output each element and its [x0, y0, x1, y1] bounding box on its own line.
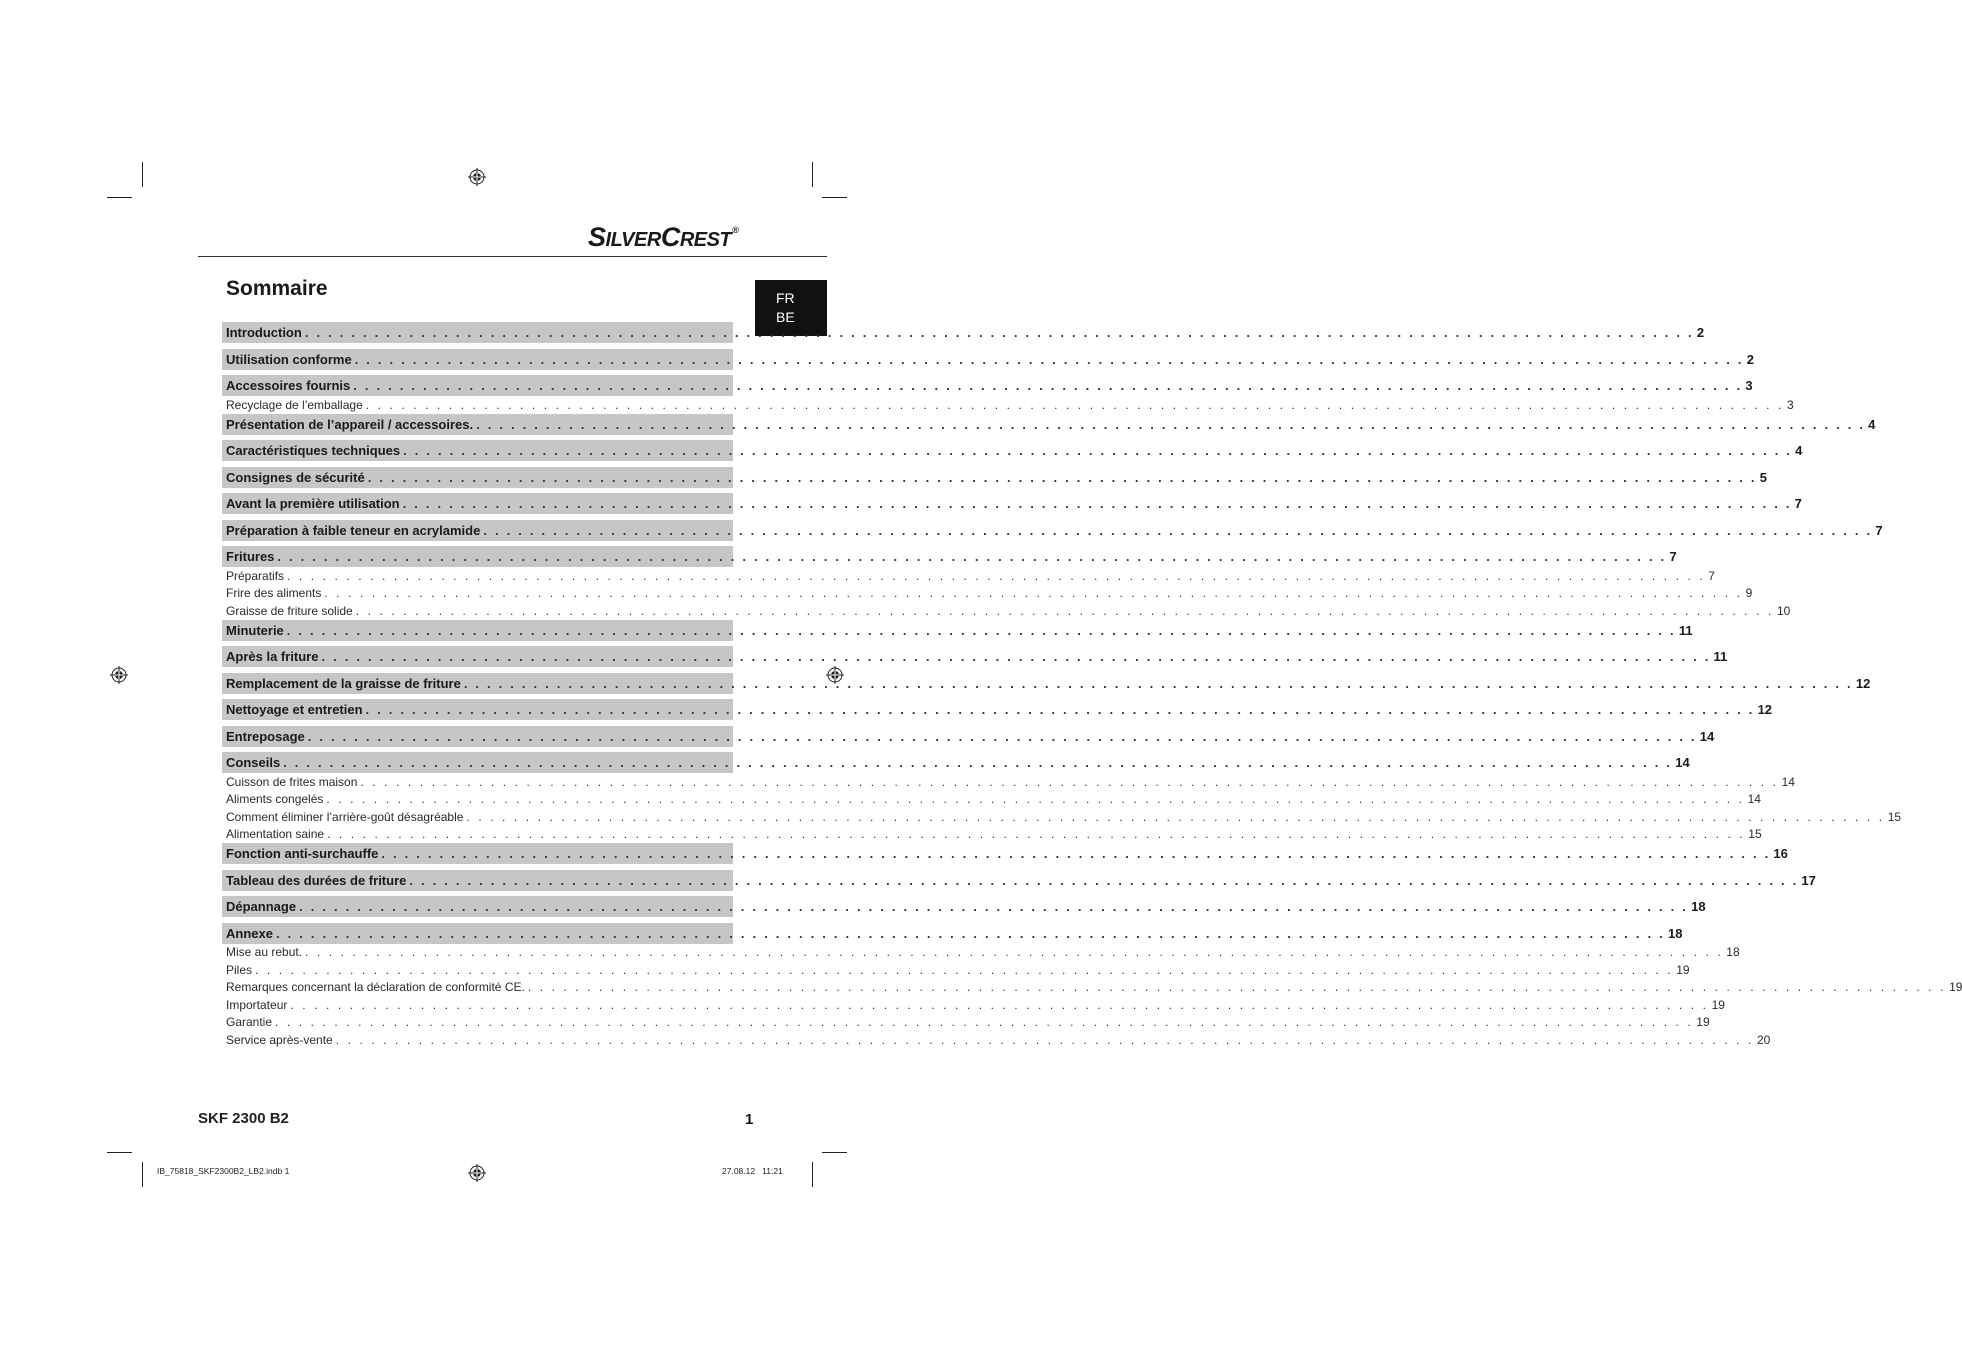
- toc-subsection-row: [222, 396, 1794, 414]
- print-slug-datetime: 27.08.12 11:21: [722, 1166, 783, 1176]
- dot-leader: . . . . . . . . . . . . . . . . . . . . . . . . . . . . . . . . . . . . . . . . . . . . . . . . . . . . . . . . . . . . . . . . . . . . . . . . . . . . . . . . . . . . . . . . . . . . . . . . . . . . . . . . . . . . . . . . . . . . . . . .: [355, 603, 1774, 618]
- toc-entry-label: Remplacement de la graisse de friture: [226, 675, 461, 691]
- dot-leader: . . . . . . . . . . . . . . . . . . . . . . . . . . . . . . . . . . . . . . . . . . . . . . . . . . . . . . . . . . . . . . . . . . . . . . . . . . . . . . . . . . . . . . . . . . . . . . . . . . . . . . . . . . . . . . . . . . . . . . . .: [304, 325, 1694, 340]
- toc-section-row: [222, 322, 1705, 343]
- toc-subsection-row: [222, 791, 1761, 809]
- toc-page-number: 7: [1875, 522, 1883, 538]
- dot-leader: . . . . . . . . . . . . . . . . . . . . . . . . . . . . . . . . . . . . . . . . . . . . . . . . . . . . . . . . . . . . . . . . . . . . . . . . . . . . . . . . . . . . . . . . . . . . . . . . . . . . . . . . . . . . . . . . . . . . . . . .: [463, 675, 1853, 691]
- toc-page-number: 7: [1794, 496, 1802, 511]
- toc-page-number: 14: [1675, 755, 1690, 770]
- dot-leader: . . . . . . . . . . . . . . . . . . . . . . . . . . . . . . . . . . . . . . . . . . . . . . . . . . . . . . . . . . . . . . . . . . . . . . . . . . . . . . . . . . . . . . . . . . . . . . . . . . . . . . . . . . . . . . . . . . . . . . . .: [326, 792, 1745, 806]
- dot-leader: . . . . . . . . . . . . . . . . . . . . . . . . . . . . . . . . . . . . . . . . . . . . . . . . . . . . . . . . . . . . . . . . . . . . . . . . . . . . . . . . . . . . . . . . . . . . . . . . . . . . . . . . . . . . . . . . . . . . . . . .: [283, 755, 1673, 770]
- toc-page-number: 17: [1801, 872, 1816, 888]
- toc-entry-label: Conseils: [226, 755, 281, 770]
- toc-page-number: 12: [1855, 675, 1871, 691]
- toc-section-row: [222, 414, 1876, 435]
- registration-mark-icon: [110, 666, 128, 684]
- toc-subsection-row: [222, 961, 1690, 979]
- crop-mark: [142, 1162, 143, 1187]
- dot-leader: . . . . . . . . . . . . . . . . . . . . . . . . . . . . . . . . . . . . . . . . . . . . . . . . . . . . . . . . . . . . . . . . . . . . . . . . . . . . . . . . . . . . . . . . . . . . . . . . . . . . . . . . . . . . . . . . . . . . . . . .: [381, 846, 1771, 861]
- dot-leader: . . . . . . . . . . . . . . . . . . . . . . . . . . . . . . . . . . . . . . . . . . . . . . . . . . . . . . . . . . . . . . . . . . . . . . . . . . . . . . . . . . . . . . . . . . . . . . . . . . . . . . . . . . . . . . . . . . . . . . . .: [255, 962, 1674, 977]
- toc-page-number: 3: [1786, 397, 1794, 412]
- toc-subsection-row: [222, 602, 1791, 620]
- toc-page-number: 12: [1757, 702, 1773, 717]
- toc-page-number: 11: [1713, 649, 1728, 664]
- crop-mark: [142, 162, 143, 187]
- dot-leader: . . . . . . . . . . . . . . . . . . . . . . . . . . . . . . . . . . . . . . . . . . . . . . . . . . . . . . . . . . . . . . . . . . . . . . . . . . . . . . . . . . . . . . . . . . . . . . . . . . . . . . . . . . . . . . . . . . . . . . . .: [402, 496, 1792, 511]
- dot-leader: . . . . . . . . . . . . . . . . . . . . . . . . . . . . . . . . . . . . . . . . . . . . . . . . . . . . . . . . . . . . . . . . . . . . . . . . . . . . . . . . . . . . . . . . . . . . . . . . . . . . . . . . . . . . . . . . . . . . . . . .: [299, 899, 1689, 914]
- dot-leader: . . . . . . . . . . . . . . . . . . . . . . . . . . . . . . . . . . . . . . . . . . . . . . . . . . . . . . . . . . . . . . . . . . . . . . . . . . . . . . . . . . . . . . . . . . . . . . . . . . . . . . . . . . . . . . . . . . . . . . . .: [287, 568, 1706, 583]
- toc-section-row: [222, 546, 1677, 567]
- toc-subsection-row: [222, 1014, 1710, 1032]
- dot-leader: . . . . . . . . . . . . . . . . . . . . . . . . . . . . . . . . . . . . . . . . . . . . . . . . . . . . . . . . . . . . . . . . . . . . . . . . . . . . . . . . . . . . . . . . . . . . . . . . . . . . . . . . . . . . . . . . . . . . . . . .: [353, 378, 1743, 393]
- toc-section-row: [222, 726, 1715, 747]
- dot-leader: . . . . . . . . . . . . . . . . . . . . . . . . . . . . . . . . . . . . . . . . . . . . . . . . . . . . . . . . . . . . . . . . . . . . . . . . . . . . . . . . . . . . . . . . . . . . . . . . . . . . . . . . . . . . . . . . . . . . . . . .: [466, 809, 1885, 824]
- toc-entry-label: Alimentation saine: [226, 827, 325, 841]
- toc-page-number: 20: [1756, 1032, 1771, 1047]
- toc-section-row: [222, 646, 1728, 667]
- toc-page-number: 14: [1747, 792, 1761, 806]
- toc-page-number: 16: [1773, 846, 1788, 861]
- dot-leader: . . . . . . . . . . . . . . . . . . . . . . . . . . . . . . . . . . . . . . . . . . . . . . . . . . . . . . . . . . . . . . . . . . . . . . . . . . . . . . . . . . . . . . . . . . . . . . . . . . . . . . . . . . . . . . . . . . . . . . . .: [321, 649, 1711, 664]
- toc-page-number: 5: [1759, 469, 1767, 485]
- toc-section-row: [222, 375, 1753, 396]
- dot-leader: . . . . . . . . . . . . . . . . . . . . . . . . . . . . . . . . . . . . . . . . . . . . . . . . . . . . . . . . . . . . . . . . . . . . . . . . . . . . . . . . . . . . . . . . . . . . . . . . . . . . . . . . . . . . . . . . . . . . . . . .: [277, 549, 1667, 564]
- crop-mark: [822, 1152, 847, 1153]
- toc-page-number: 19: [1711, 997, 1725, 1012]
- toc-subsection-row: [222, 585, 1753, 603]
- toc-page-number: 18: [1691, 899, 1706, 914]
- registration-mark-icon: [468, 168, 486, 186]
- dot-leader: . . . . . . . . . . . . . . . . . . . . . . . . . . . . . . . . . . . . . . . . . . . . . . . . . . . . . . . . . . . . . . . . . . . . . . . . . . . . . . . . . . . . . . . . . . . . . . . . . . . . . . . . . . . . . . . . . . . . . . . .: [286, 622, 1676, 638]
- dot-leader: . . . . . . . . . . . . . . . . . . . . . . . . . . . . . . . . . . . . . . . . . . . . . . . . . . . . . . . . . . . . . . . . . . . . . . . . . . . . . . . . . . . . . . . . . . . . . . . . . . . . . . . . . . . . . . . . . . . . . . . .: [335, 1032, 1754, 1047]
- dot-leader: . . . . . . . . . . . . . . . . . . . . . . . . . . . . . . . . . . . . . . . . . . . . . . . . . . . . . . . . . . . . . . . . . . . . . . . . . . . . . . . . . . . . . . . . . . . . . . . . . . . . . . . . . . . . . . . . . . . . . . . .: [290, 997, 1709, 1012]
- toc-entry-label: Comment éliminer l’arrière-goût désagréable: [226, 809, 464, 824]
- toc-page-number: 4: [1868, 416, 1876, 432]
- toc-entry-label: Entreposage: [226, 728, 305, 744]
- dot-leader: . . . . . . . . . . . . . . . . . . . . . . . . . . . . . . . . . . . . . . . . . . . . . . . . . . . . . . . . . . . . . . . . . . . . . . . . . . . . . . . . . . . . . . . . . . . . . . . . . . . . . . . . . . . . . . . . . . . . . . . .: [307, 728, 1697, 744]
- toc-entry-label: Accessoires fournis: [226, 378, 351, 393]
- toc-page-number: 14: [1781, 774, 1795, 789]
- page-number: 1: [745, 1111, 754, 1128]
- crop-mark: [822, 197, 847, 198]
- toc-entry-label: Remarques concernant la déclaration de conformité CE.: [226, 980, 525, 994]
- dot-leader: . . . . . . . . . . . . . . . . . . . . . . . . . . . . . . . . . . . . . . . . . . . . . . . . . . . . . . . . . . . . . . . . . . . . . . . . . . . . . . . . . . . . . . . . . . . . . . . . . . . . . . . . . . . . . . . . . . . . . . . .: [327, 827, 1746, 841]
- toc-entry-label: Caractéristiques techniques: [226, 443, 401, 458]
- toc-entry-label: Cuisson de frites maison: [226, 774, 358, 789]
- toc-section-row: [222, 699, 1773, 720]
- toc-section-row: [222, 467, 1767, 488]
- toc-page-number: 19: [1949, 980, 1962, 994]
- dot-leader: . . . . . . . . . . . . . . . . . . . . . . . . . . . . . . . . . . . . . . . . . . . . . . . . . . . . . . . . . . . . . . . . . . . . . . . . . . . . . . . . . . . . . . . . . . . . . . . . . . . . . . . . . . . . . . . . . . . . . . . .: [365, 397, 1784, 412]
- toc-entry-label: Service après-vente: [226, 1032, 333, 1047]
- page-title: Sommaire: [226, 277, 328, 300]
- language-code: BE: [776, 309, 795, 325]
- toc-entry-label: Mise au rebut.: [226, 945, 303, 959]
- toc-entry-label: Tableau des durées de friture: [226, 872, 407, 888]
- toc-page-number: 3: [1745, 378, 1753, 393]
- toc-page-number: 2: [1696, 325, 1705, 340]
- toc-page-number: 7: [1708, 568, 1715, 583]
- dot-leader: . . . . . . . . . . . . . . . . . . . . . . . . . . . . . . . . . . . . . . . . . . . . . . . . . . . . . . . . . . . . . . . . . . . . . . . . . . . . . . . . . . . . . . . . . . . . . . . . . . . . . . . . . . . . . . . . . . . . . . . .: [403, 443, 1793, 458]
- toc-section-row: [222, 896, 1706, 917]
- toc-subsection-row: [222, 773, 1795, 791]
- toc-subsection-row: [222, 826, 1762, 844]
- dot-leader: . . . . . . . . . . . . . . . . . . . . . . . . . . . . . . . . . . . . . . . . . . . . . . . . . . . . . . . . . . . . . . . . . . . . . . . . . . . . . . . . . . . . . . . . . . . . . . . . . . . . . . . . . . . . . . . . . . . . . . . .: [365, 702, 1755, 717]
- toc-page-number: 10: [1776, 603, 1791, 618]
- dot-leader: . . . . . . . . . . . . . . . . . . . . . . . . . . . . . . . . . . . . . . . . . . . . . . . . . . . . . . . . . . . . . . . . . . . . . . . . . . . . . . . . . . . . . . . . . . . . . . . . . . . . . . . . . . . . . . . . . . . . . . . .: [367, 469, 1757, 485]
- toc-subsection-row: [222, 808, 1902, 826]
- dot-leader: . . . . . . . . . . . . . . . . . . . . . . . . . . . . . . . . . . . . . . . . . . . . . . . . . . . . . . . . . . . . . . . . . . . . . . . . . . . . . . . . . . . . . . . . . . . . . . . . . . . . . . . . . . . . . . . . . . . . . . . .: [275, 1015, 1694, 1029]
- toc-entry-label: Après la friture: [226, 649, 319, 664]
- toc-entry-label: Nettoyage et entretien: [226, 702, 363, 717]
- toc-section-row: [222, 349, 1754, 370]
- toc-page-number: 9: [1745, 586, 1753, 600]
- toc-entry-label: Présentation de l’appareil / accessoires.: [226, 416, 474, 432]
- crop-mark: [107, 197, 132, 198]
- crop-mark: [812, 1162, 813, 1187]
- toc-entry-label: Piles: [226, 962, 253, 977]
- print-slug-file: IB_75818_SKF2300B2_LB2.indb 1: [157, 1166, 290, 1176]
- toc-section-row: [222, 620, 1693, 641]
- toc-section-row: [222, 493, 1802, 514]
- header-rule: [198, 256, 827, 257]
- toc-page-number: 15: [1887, 809, 1902, 824]
- dot-leader: . . . . . . . . . . . . . . . . . . . . . . . . . . . . . . . . . . . . . . . . . . . . . . . . . . . . . . . . . . . . . . . . . . . . . . . . . . . . . . . . . . . . . . . . . . . . . . . . . . . . . . . . . . . . . . . . . . . . . . . .: [527, 980, 1947, 994]
- toc-section-row: [222, 520, 1883, 541]
- toc-page-number: 19: [1696, 1015, 1710, 1029]
- toc-entry-label: Importateur: [226, 997, 288, 1012]
- toc-page-number: 4: [1795, 443, 1803, 458]
- toc-subsection-row: [222, 996, 1725, 1014]
- toc-entry-label: Frire des aliments: [226, 586, 322, 600]
- language-code: FR: [776, 290, 795, 306]
- toc-section-row: [222, 843, 1788, 864]
- dot-leader: . . . . . . . . . . . . . . . . . . . . . . . . . . . . . . . . . . . . . . . . . . . . . . . . . . . . . . . . . . . . . . . . . . . . . . . . . . . . . . . . . . . . . . . . . . . . . . . . . . . . . . . . . . . . . . . . . . . . . . . .: [354, 351, 1744, 367]
- toc-page-number: 19: [1676, 962, 1690, 977]
- toc-page-number: 11: [1678, 622, 1693, 638]
- dot-leader: . . . . . . . . . . . . . . . . . . . . . . . . . . . . . . . . . . . . . . . . . . . . . . . . . . . . . . . . . . . . . . . . . . . . . . . . . . . . . . . . . . . . . . . . . . . . . . . . . . . . . . . . . . . . . . . . . . . . . . . .: [409, 872, 1799, 888]
- toc-entry-label: Aliments congelés: [226, 792, 324, 806]
- toc-page-number: 14: [1699, 728, 1715, 744]
- registration-mark-icon: [468, 1164, 486, 1182]
- toc-entry-label: Utilisation conforme: [226, 351, 352, 367]
- table-of-contents: [222, 322, 1962, 1049]
- toc-section-row: [222, 440, 1803, 461]
- toc-entry-label: Minuterie: [226, 622, 284, 638]
- crop-mark: [812, 162, 813, 187]
- toc-entry-label: Préparatifs: [226, 568, 285, 583]
- model-number: SKF 2300 B2: [198, 1110, 289, 1127]
- toc-page-number: 18: [1726, 945, 1740, 959]
- toc-subsection-row: [222, 1031, 1771, 1049]
- crop-mark: [107, 1152, 132, 1153]
- toc-entry-label: Fonction anti-surchauffe: [226, 846, 379, 861]
- toc-section-row: [222, 673, 1871, 694]
- dot-leader: . . . . . . . . . . . . . . . . . . . . . . . . . . . . . . . . . . . . . . . . . . . . . . . . . . . . . . . . . . . . . . . . . . . . . . . . . . . . . . . . . . . . . . . . . . . . . . . . . . . . . . . . . . . . . . . . . . . . . . . .: [324, 586, 1743, 600]
- toc-page-number: 2: [1746, 351, 1754, 367]
- toc-entry-label: Graisse de friture solide: [226, 603, 353, 618]
- dot-leader: . . . . . . . . . . . . . . . . . . . . . . . . . . . . . . . . . . . . . . . . . . . . . . . . . . . . . . . . . . . . . . . . . . . . . . . . . . . . . . . . . . . . . . . . . . . . . . . . . . . . . . . . . . . . . . . . . . . . . . . .: [483, 522, 1873, 538]
- toc-subsection-row: [222, 979, 1962, 997]
- dot-leader: . . . . . . . . . . . . . . . . . . . . . . . . . . . . . . . . . . . . . . . . . . . . . . . . . . . . . . . . . . . . . . . . . . . . . . . . . . . . . . . . . . . . . . . . . . . . . . . . . . . . . . . . . . . . . . . . . . . . . . . .: [275, 925, 1665, 941]
- toc-entry-label: Fritures: [226, 549, 275, 564]
- toc-page-number: 7: [1669, 549, 1677, 564]
- toc-entry-label: Dépannage: [226, 899, 297, 914]
- dot-leader: . . . . . . . . . . . . . . . . . . . . . . . . . . . . . . . . . . . . . . . . . . . . . . . . . . . . . . . . . . . . . . . . . . . . . . . . . . . . . . . . . . . . . . . . . . . . . . . . . . . . . . . . . . . . . . . . . . . . . . . .: [305, 945, 1724, 959]
- toc-entry-label: Introduction: [226, 325, 302, 340]
- toc-section-row: [222, 923, 1683, 944]
- toc-entry-label: Garantie: [226, 1015, 273, 1029]
- toc-page-number: 15: [1748, 827, 1762, 841]
- dot-leader: . . . . . . . . . . . . . . . . . . . . . . . . . . . . . . . . . . . . . . . . . . . . . . . . . . . . . . . . . . . . . . . . . . . . . . . . . . . . . . . . . . . . . . . . . . . . . . . . . . . . . . . . . . . . . . . . . . . . . . . .: [360, 774, 1779, 789]
- toc-entry-label: Recyclage de l’emballage: [226, 397, 363, 412]
- brand-logo: SILVERCREST®: [588, 222, 739, 252]
- dot-leader: . . . . . . . . . . . . . . . . . . . . . . . . . . . . . . . . . . . . . . . . . . . . . . . . . . . . . . . . . . . . . . . . . . . . . . . . . . . . . . . . . . . . . . . . . . . . . . . . . . . . . . . . . . . . . . . . . . . . . . . .: [476, 416, 1866, 432]
- toc-section-row: [222, 752, 1690, 773]
- toc-section-row: [222, 870, 1816, 891]
- toc-page-number: 18: [1668, 925, 1683, 941]
- toc-entry-label: Préparation à faible teneur en acrylamide: [226, 522, 481, 538]
- toc-entry-label: Annexe: [226, 925, 273, 941]
- toc-subsection-row: [222, 567, 1715, 585]
- toc-entry-label: Consignes de sécurité: [226, 469, 365, 485]
- toc-subsection-row: [222, 944, 1740, 962]
- toc-entry-label: Avant la première utilisation: [226, 496, 400, 511]
